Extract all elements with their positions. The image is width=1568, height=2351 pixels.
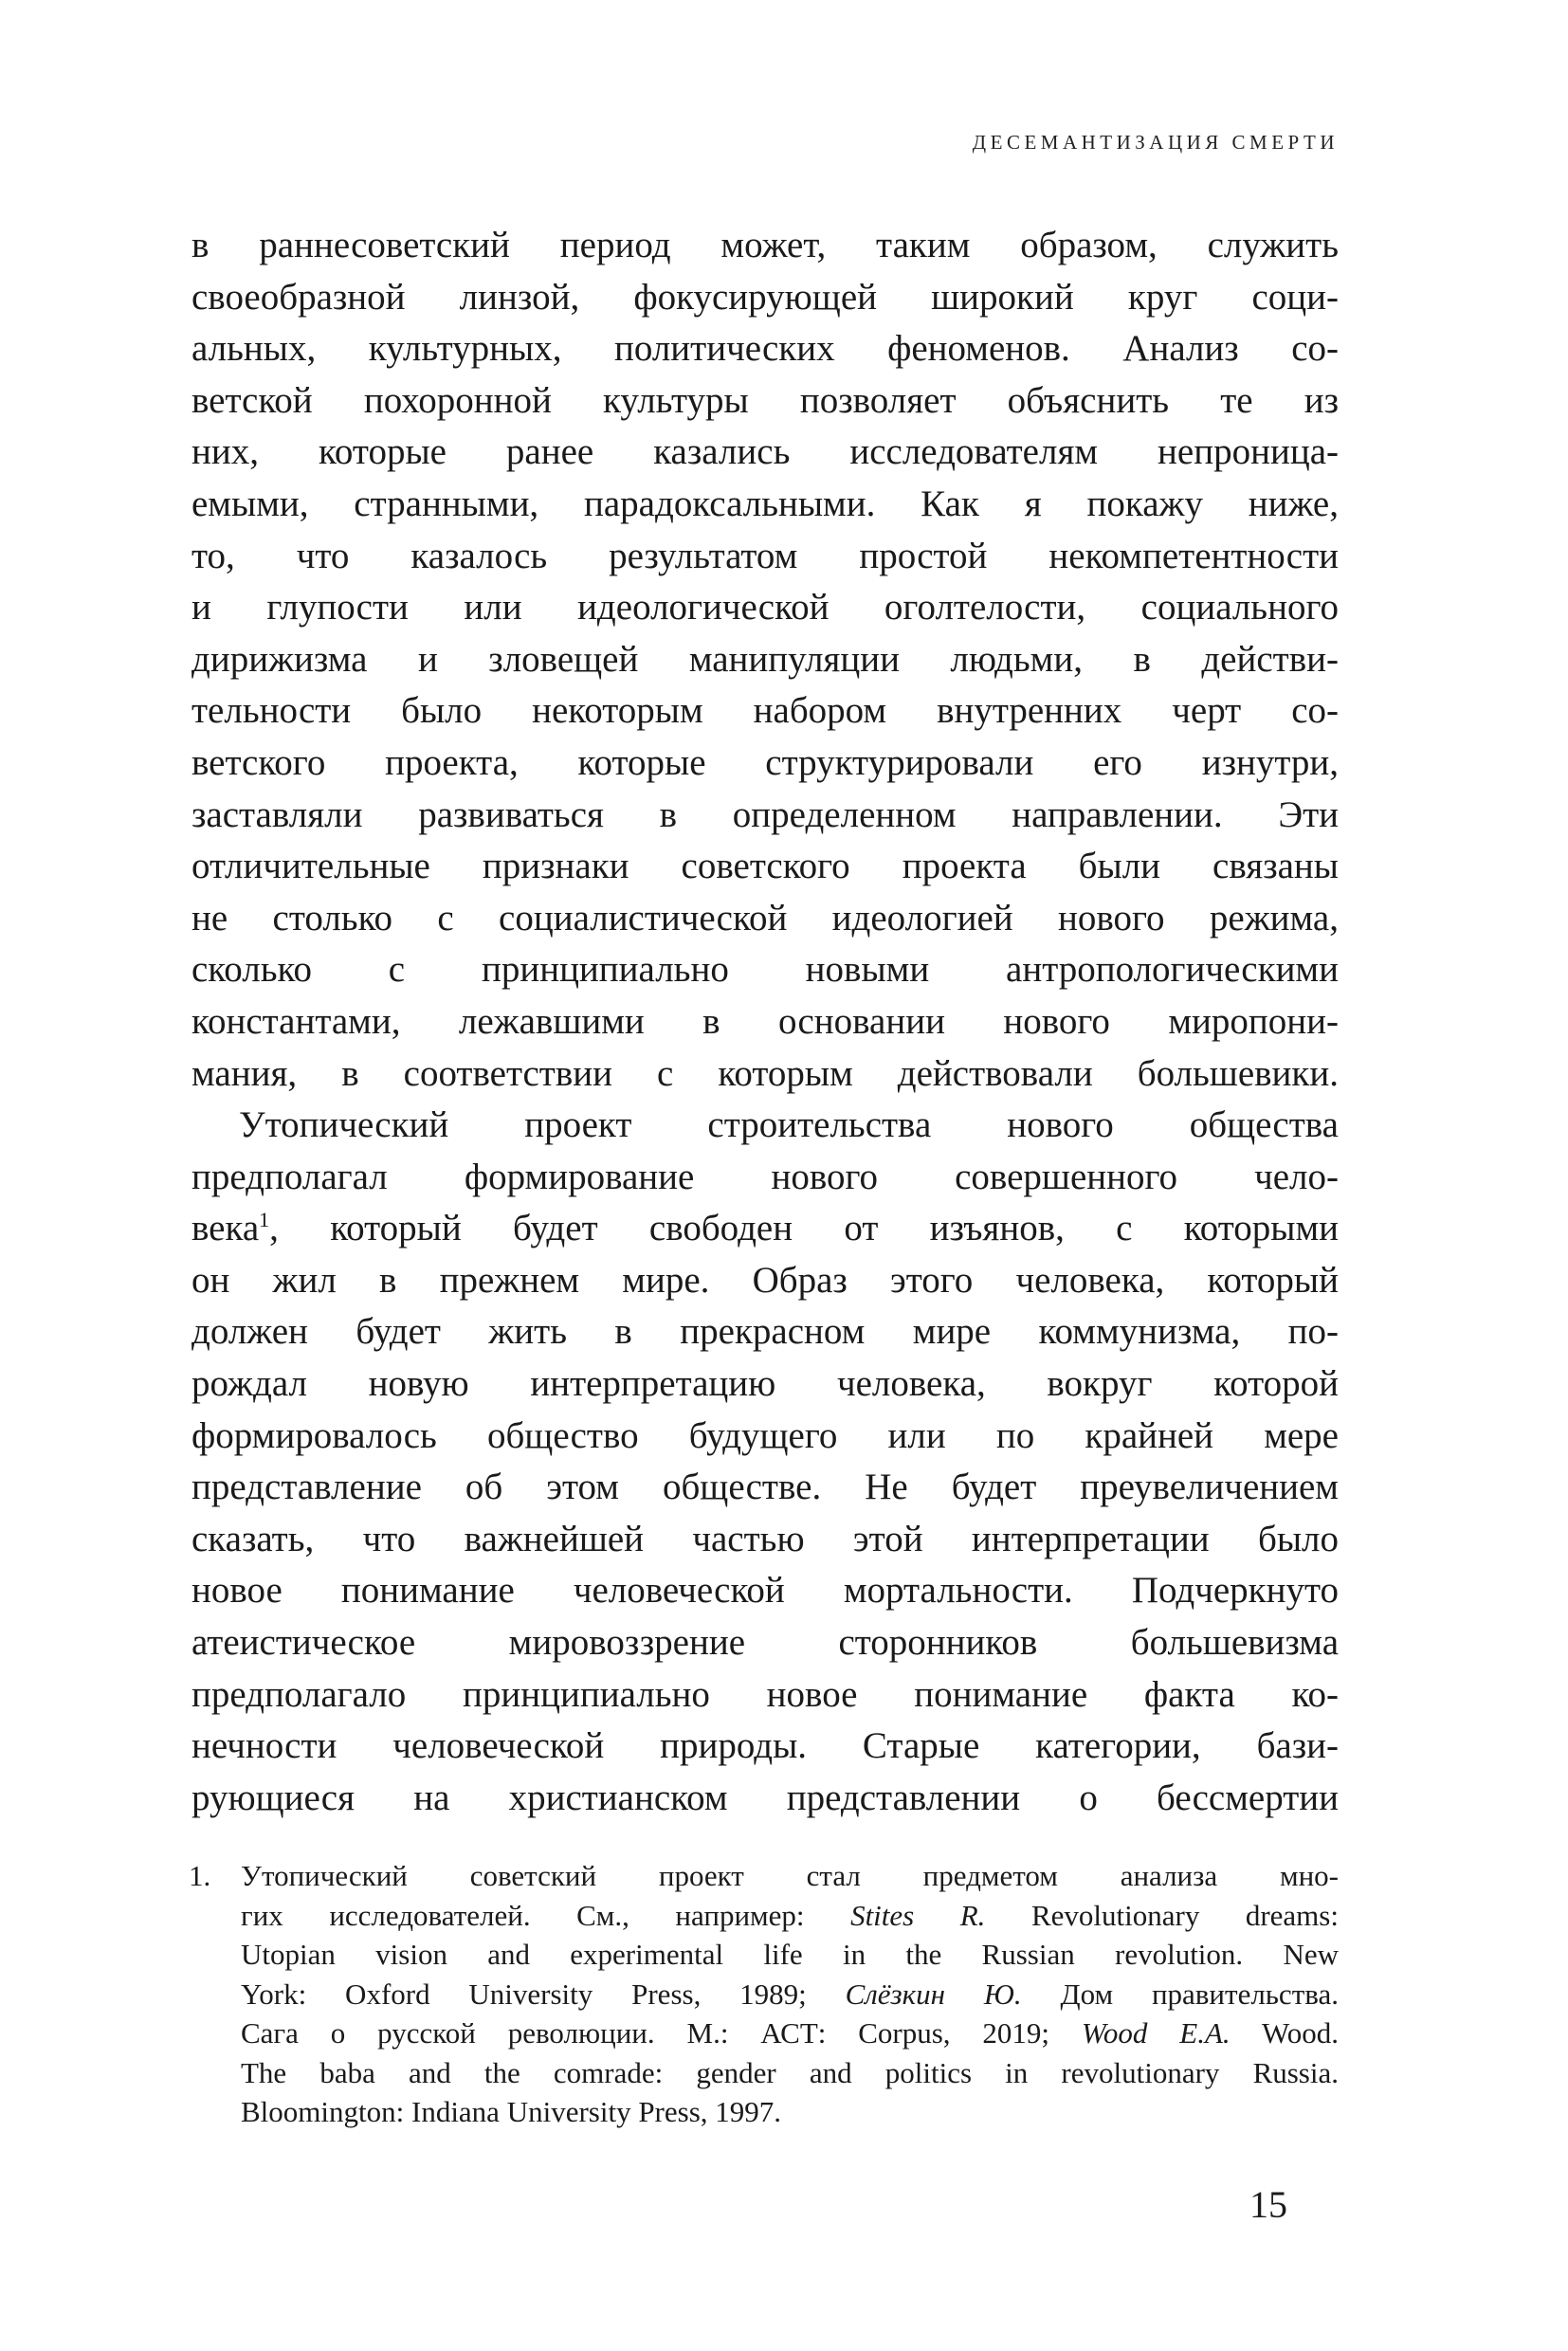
text-segment: Дом правительства. (1021, 1977, 1339, 2011)
text-segment: века (191, 1208, 260, 1249)
footnote-line: Utopian vision and experimental life in the Russian revolution. New (241, 1938, 1339, 1971)
text-line: формировалось общество будущего или по крайней мере (191, 1414, 1339, 1456)
text-segment: гих исследователей. См., например: (241, 1898, 851, 1932)
text-line: рующиеся на христианском представлении о бессмертии (191, 1777, 1339, 1818)
text-line: ветской похоронной культуры позволяет объяснить те из (191, 379, 1339, 421)
text-line: предполагал формирование нового совершенного чело- (191, 1156, 1339, 1197)
footnote-line (241, 2014, 1339, 2053)
text-line: сказать, что важнейшей частью этой интерпретации было (191, 1518, 1339, 1559)
text-segment: , который будет свободен от изъянов, с которыми (269, 1208, 1339, 1249)
text-segment: Revolutionary dreams: (985, 1898, 1339, 1932)
text-line: должен будет жить в прекрасном мире коммунизма, по- (191, 1311, 1339, 1353)
text-line: не столько с социалистической идеологией нового режима, (191, 897, 1339, 939)
body-text (191, 220, 1339, 1824)
author-name: Wood E.A. (1081, 2016, 1231, 2050)
text-line: мания, в соответствии с которым действовали большевики. (191, 1052, 1339, 1094)
text-line: в раннесоветский период может, таким образом, служить (191, 225, 1339, 265)
author-name: Stites R. (850, 1898, 986, 1932)
text-segment: York: Oxford University Press, 1989; (241, 1977, 846, 2011)
author-name: Слёзкин Ю. (845, 1977, 1022, 2011)
text-line: них, которые ранее казались исследователям непроница- (191, 431, 1339, 473)
text-line: и глупости или идеологической оголтелости, социального (191, 587, 1339, 629)
text-line: ветского проекта, которые структурировали его изнутри, (191, 741, 1339, 783)
text-segment: Wood. (1230, 2016, 1339, 2050)
text-line: емыми, странными, парадоксальными. Как я покажу ниже, (191, 483, 1339, 524)
page-number: 15 (1249, 2183, 1287, 2226)
footnote-reference[interactable]: 1 (259, 1208, 270, 1232)
text-line: альных, культурных, политических феноменов. Анализ со- (191, 328, 1339, 370)
text-line: заставляли развиваться в определенном направлении. Эти (191, 793, 1339, 835)
text-line: дирижизма и зловещей манипуляции людьми, в действи- (191, 638, 1339, 680)
footnote (189, 1856, 1339, 2132)
footnote-number: 1. (189, 1859, 211, 1892)
text-line: представление об этом обществе. Не будет преувеличением (191, 1467, 1339, 1508)
footnote-line: Утопический советский проект стал предметом анализа мно- (241, 1859, 1339, 1892)
running-header: ДЕСЕМАНТИЗАЦИЯ СМЕРТИ (972, 131, 1339, 154)
text-line: то, что казалось результатом простой некомпетентности (191, 535, 1339, 576)
text-segment: Сага о русской революции. М.: АСТ: Corpus, 2019; (241, 2016, 1082, 2050)
text-line: нечности человеческой природы. Старые категории, бази- (191, 1725, 1339, 1767)
text-line: атеистическое мировоззрение сторонников большевизма (191, 1622, 1339, 1664)
text-line (191, 1203, 1339, 1255)
text-line: рождал новую интерпретацию человека, вокруг которой (191, 1363, 1339, 1405)
text-line: предполагало принципиально новое понимание факта ко- (191, 1673, 1339, 1715)
paragraph-start-line: Утопический проект строительства нового общества (239, 1104, 1339, 1146)
footnote-line (241, 1896, 1339, 1936)
footnote-line (241, 1975, 1339, 2014)
text-line: сколько с принципиально новыми антропологическими (191, 949, 1339, 991)
text-line: константами, лежавшими в основании нового миропони- (191, 1000, 1339, 1042)
text-line: он жил в прежнем мире. Образ этого человека, который (191, 1259, 1339, 1301)
text-line: новое понимание человеческой мортальности. Подчеркнуто (191, 1570, 1339, 1612)
footnote-line: Bloomington: Indiana University Press, 1997. (241, 2095, 782, 2128)
text-line: своеобразной линзой, фокусирующей широкий круг соци- (191, 276, 1339, 318)
text-line: отличительные признаки советского проекта были связаны (191, 846, 1339, 887)
text-line: тельности было некоторым набором внутренних черт со- (191, 690, 1339, 732)
footnote-line: The baba and the comrade: gender and politics in revolutionary Russia. (241, 2055, 1339, 2089)
